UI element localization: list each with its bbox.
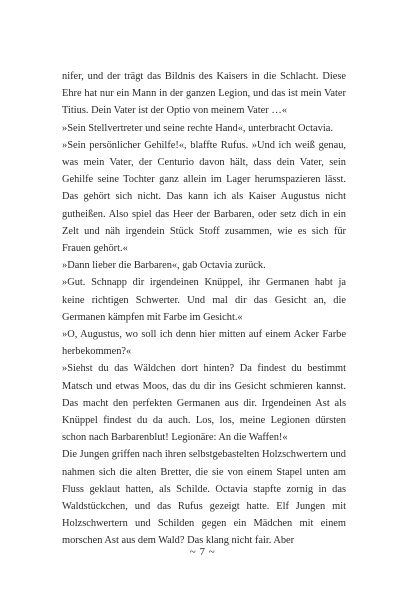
paragraph: »O, Augustus, wo soll ich denn hier mitten auf einem Acker Farbe herbekommen?« bbox=[62, 329, 346, 358]
paragraph: »Sein persönlicher Gehilfe!«, blaffte Rufus. »Und ich weiß genau, was mein Vater, der Centurio davon hält, dass dein Vater, sein Gehilfe seine Tochter ganz allein im Lager herumspazieren lässt. Das gehört sich nicht. Das kann ich als Kaiser Augustus nicht gutheißen. Also spiel das Heer der Barbaren, oder setz dich in ein Zelt und näh irgendein Stück Stoff zusammen, wie es sich für Frauen gehört.« bbox=[62, 139, 346, 255]
paragraph: »Siehst du das Wäldchen dort hinten? Da findest du bestimmt Matsch und etwas Moos, das du dir ins Gesicht schmieren kannst. Das macht den perfekten Germanen aus dir. Irgendeinen Ast als Knüppel findest du da auch. Los, los, meine Legionen dürsten schon nach Barbarenblut! Legionäre: An die Waffen!« bbox=[62, 363, 346, 444]
body-text bbox=[62, 68, 346, 550]
paragraph: nifer, und der trägt das Bildnis des Kaisers in die Schlacht. Diese Ehre hat nur ein Mann in der ganzen Legion, und das ist mein Vater Titius. Dein Vater ist der Optio von meinem Vater …« bbox=[62, 71, 346, 117]
paragraph: »Sein Stellvertreter und seine rechte Hand«, unterbracht Octavia. bbox=[62, 122, 333, 134]
page-number: ~ 7 ~ bbox=[189, 546, 216, 558]
paragraph: »Gut. Schnapp dir irgendeinen Knüppel, ihr Germanen habt ja keine richtigen Schwerter. Und mal dir das Gesicht an, die Germanen kämpfen mit Farbe im Gesicht.« bbox=[62, 277, 346, 323]
paragraph: »Dann lieber die Barbaren«, gab Octavia zurück. bbox=[62, 260, 266, 272]
paragraph: Die Jungen griffen nach ihren selbstgebastelten Holzschwertern und nahmen sich die alten Bretter, die sie von einem Stapel unten am Fluss geklaut hatten, als Schilde. Octavia stapfte zornig in das Waldstückchen, und das Rufus gezeigt hatte. Elf Jungen mit Holzschwertern und Schilden gegen ein Mädchen mit einem morschen Ast aus dem Wald? Das klang nicht fair. Aber bbox=[62, 449, 346, 547]
